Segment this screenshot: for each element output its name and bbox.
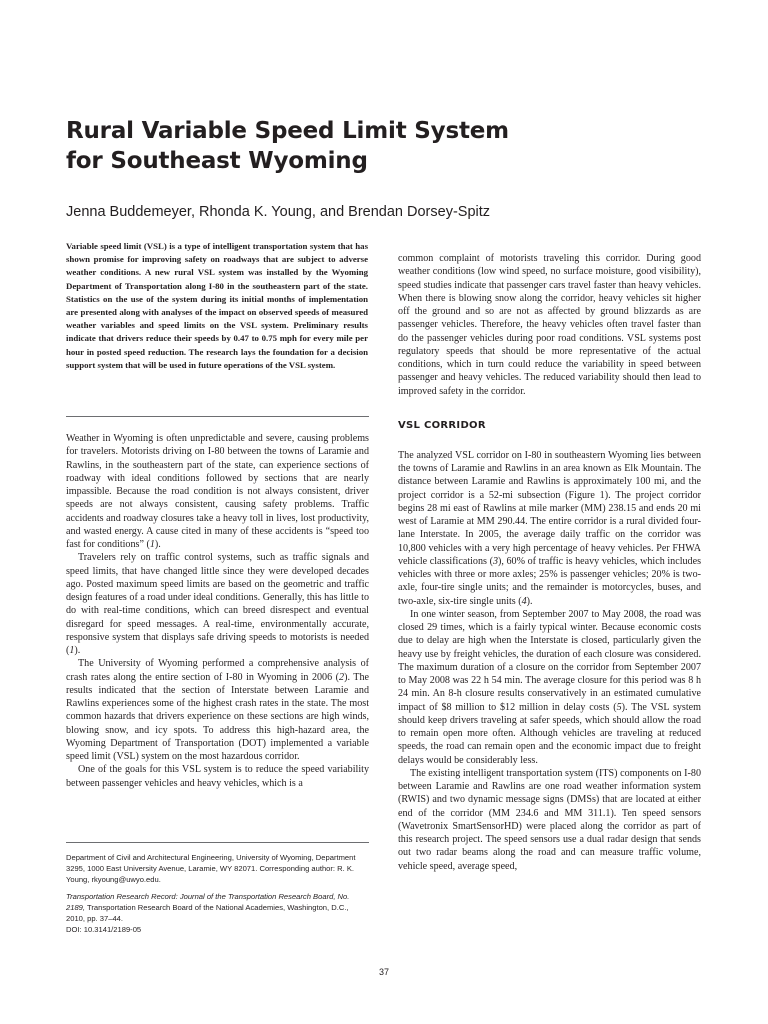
body-paragraph: One of the goals for this VSL system is to reduce the speed variability between passenger vehicles and heavy vehicles, which is a: [66, 764, 369, 789]
right-column: [398, 252, 701, 873]
author-list: Jenna Buddemeyer, Rhonda K. Young, and Brendan Dorsey-Spitz: [66, 204, 491, 220]
body-paragraph: Travelers rely on traffic control systems, such as traffic signals and speed limits, that have changed little since they were developed decades ago. Posted maximum speed limits are based on the geometric and traffic design features of a road under ideal conditions. Generally, this has little to do with real-time conditions, which can breed disrespect and eventual disregard for speed messages. A real-time, environmentally accurate, responsive system that displays safe driving speeds to motorists is needed (1).: [66, 552, 369, 656]
title-line-1: Rural Variable Speed Limit System: [66, 118, 509, 144]
citation-ref: 1: [149, 539, 155, 550]
body-paragraph: common complaint of motorists traveling this corridor. During good weather conditions (low wind speed, no surface moisture, good visibility), speed studies indicate that passenger cars travel faster than heavy vehicles. When there is blowing snow along the corridor, heavy vehicles sit higher off the ground and so are not as affected by ground blizzards as are passenger vehicles. Therefore, the heavy vehicles often travel faster than do the passenger vehicles during poor road conditions. VSL systems post regulatory speeds that should be more representative of the actual conditions, which in turn could reduce the variability in speed between passenger and heavy vehicles. The reduced variability should then lead to improved safety in the corridor.: [398, 253, 701, 397]
citation-ref: 2: [339, 671, 345, 683]
author-affiliation: Department of Civil and Architectural Engineering, University of Wyoming, Department 3295, 1000 East University Avenue, Laramie, WY 82071. Corresponding author: R. K. Young, rkyoung@uwyo.edu.: [66, 853, 356, 885]
page-number: 37: [378, 967, 389, 977]
body-paragraph: In one winter season, from September 2007 to May 2008, the road was closed 29 times, which is a fairly typical winter. Because economic costs due to delay are high when the Interstate is closed, particularly given the heavy use by freight vehicles, the duration of each closure was considered. The maximum duration of a closure on the corridor from September 2007 to May 2008 was 22 h 54 min. The average closure for this period was 8 h 24 min. An 8-h closure results conservatively in an estimated cumulative impact of $8 million to $12 million in delay costs (5). The VSL system should keep drivers traveling at safer speeds, which should allow the road to remain open more often. Although vehicles are traveling at reduced speeds, the road can remain open and the economic impact due to freight delays would be considerably less.: [398, 608, 701, 766]
title-line-2: for Southeast Wyoming: [66, 148, 368, 174]
citation-ref: 1: [69, 645, 75, 656]
abstract-divider: [66, 416, 369, 417]
section-heading: VSL CORRIDOR: [398, 419, 486, 431]
journal-citation: Transportation Research Record: Journal of the Transportation Research Board, No. 2189, Transportation Research Board of the National Academies, Washington, D.C., 2010, pp. 37–44. DOI: 10.3141/2189-05: [66, 891, 350, 935]
article-title: [66, 116, 706, 176]
citation-ref: 3: [492, 555, 498, 567]
left-column: [66, 432, 369, 790]
citation-ref: 5: [616, 701, 622, 713]
body-paragraph: The existing intelligent transportation system (ITS) components on I-80 between Laramie and Rawlins are one road weather information system (RWIS) and two dynamic message signs (DMSs) that are located at either end of the corridor (MM 234.6 and MM 311.1). Ten speed sensors (Wavetronix SmartSensorHD) were placed along the corridor as part of this research project. The speed sensors use a dual radar design that sends out two radar beams along the road and can measure traffic volume, vehicle speed, average speed,: [398, 767, 701, 872]
footnote-divider: [66, 842, 369, 843]
body-paragraph: The University of Wyoming performed a comprehensive analysis of crash rates along the entire section of I-80 in Wyoming in 2006 (2). The results indicated that the section of Interstate between Laramie and Rawlins experiences some of the highest crash rates in the state. The most common hazards that drivers experience on these sections are high winds, blowing snow, and icy spots. To address this high-hazard area, the Wyoming Department of Transportation (DOT) implemented a variable speed limit (VSL) system on the most hazardous corridor.: [66, 658, 369, 762]
abstract-text: Variable speed limit (VSL) is a type of intelligent transportation system that has shown promise for improving safety on roadways that are subject to adverse weather conditions. A new rural VSL system was installed by the Wyoming Department of Transportation along I-80 in the southeastern part of the state. Statistics on the use of the system during its initial months of implementation are presented along with analyses of the impact on observed speeds of measured weather variables and speed limits on the VSL system. Preliminary results indicate that drivers reduce their speeds by 0.47 to 0.75 mph for every mile per hour in posted speed reduction. The research lays the foundation for a decision support system that will be used in future operations of the VSL system.: [66, 241, 368, 370]
footnote: [66, 852, 369, 940]
citation-ref: 4: [521, 595, 527, 607]
abstract: [66, 240, 368, 372]
body-paragraph: Weather in Wyoming is often unpredictable and severe, causing problems for travelers. Motorists driving on I-80 between the towns of Laramie and Rawlins, in the southeastern part of the state, can experience sections of roadway with ideal conditions followed by sections that are nearly impassible. Because the road condition is not always consistent, driver speeds are not always consistent, causing safety problems. Traffic accidents and roadway closures take a heavy toll in lives, lost productivity, and wasted energy. A cause cited in many of these accidents is “speed too fast for conditions” (1).: [66, 433, 369, 550]
doi: DOI: 10.3141/2189-05: [66, 925, 142, 935]
body-paragraph: The analyzed VSL corridor on I-80 in southeastern Wyoming lies between the towns of Laramie and Rawlins in an area known as Elk Mountain. The distance between Laramie and Rawlins is approximately 100 mi, and the project corridor is a 52-mi subsection (Figure 1). The project corridor begins 28 mi east of Rawlins at mile marker (MM) 238.15 and ends 20 mi west of Laramie at MM 290.44. The entire corridor is a rural divided four-lane Interstate. In 2005, the average daily traffic on the corridor was 10,800 vehicles with a very high percentage of heavy vehicles. Per FHWA vehicle classifications (3), 60% of traffic is heavy vehicles, which includes vehicles with three or more axles; 25% is passenger vehicles; 20% is two-axle, four-tire single units; and the remainder is motorcycles, buses, and two-axle, six-tire single units (4).: [398, 449, 702, 607]
